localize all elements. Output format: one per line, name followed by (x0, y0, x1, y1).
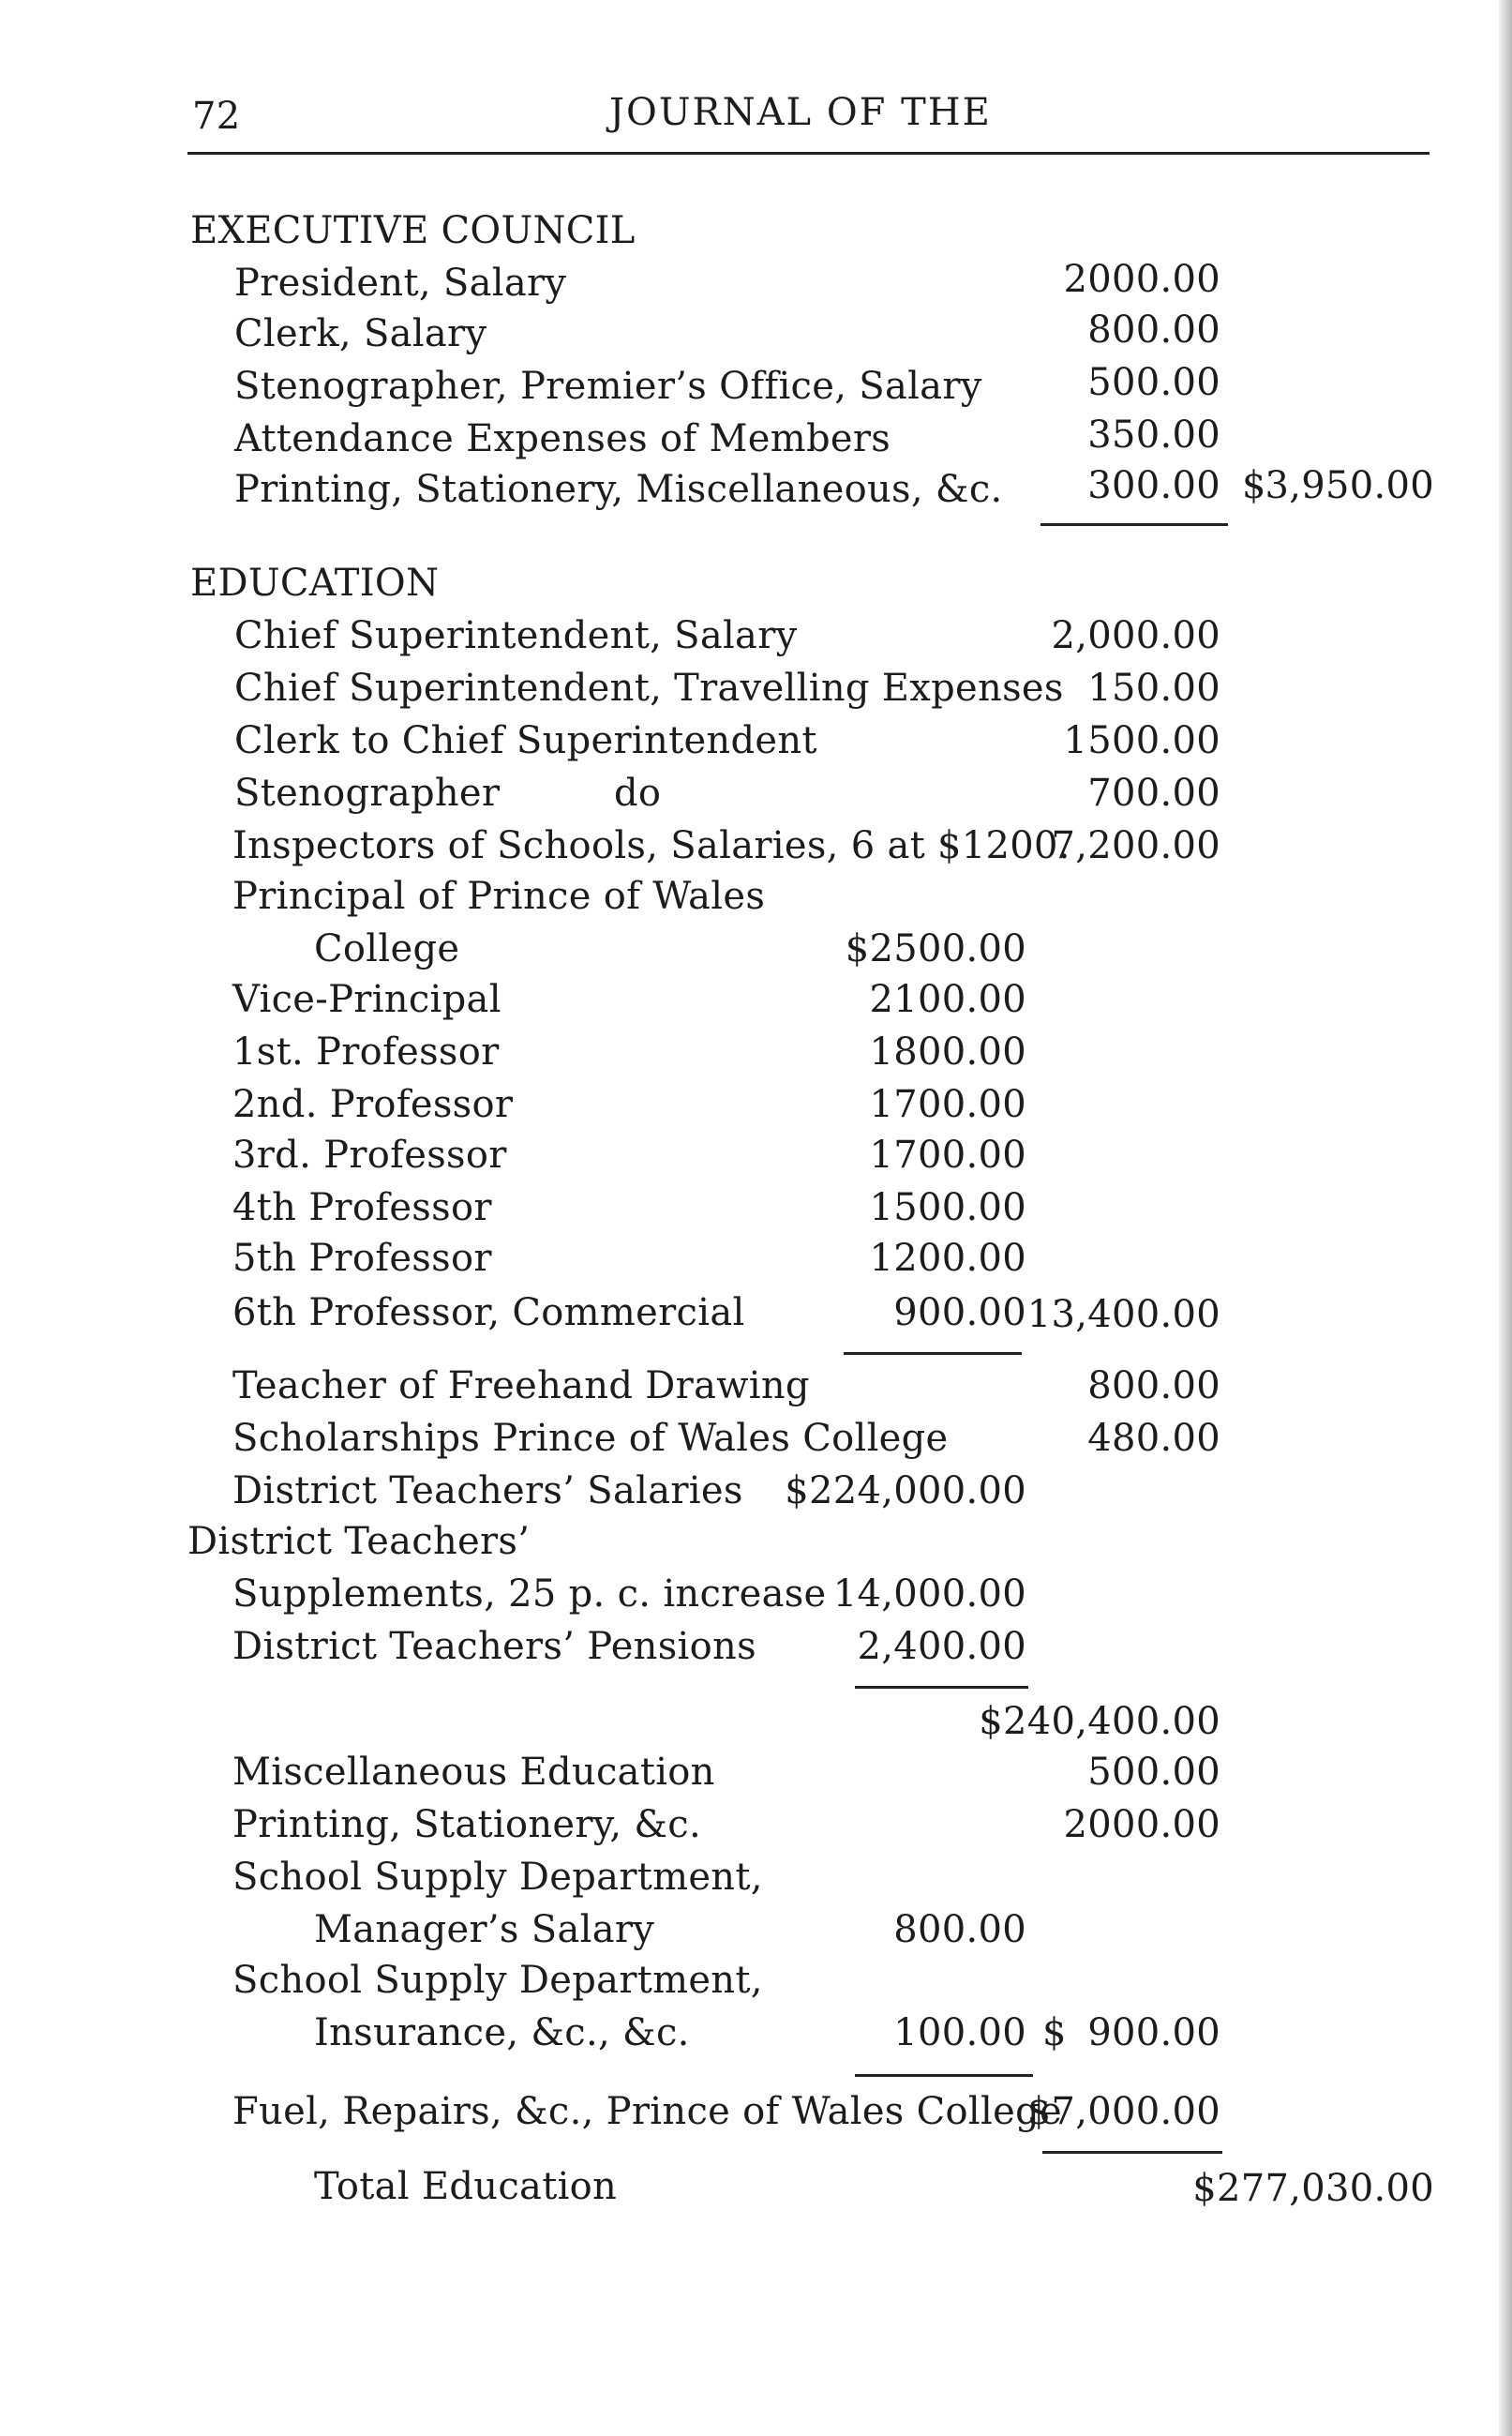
line-item-label: Fuel, Repairs, &c., Prince of Wales College (232, 2090, 1062, 2133)
ditto-mark: do (614, 772, 662, 815)
line-item-amount: 500.00 (1087, 1751, 1220, 1794)
line-item-label: Teacher of Freehand Drawing (232, 1364, 810, 1407)
line-item-label: Printing, Stationery, &c. (232, 1803, 702, 1846)
line-item-amount: 500.00 (1087, 361, 1220, 404)
line-item-label: Stenographer (234, 772, 501, 815)
subtotal-rule (855, 2074, 1033, 2077)
executive-council-total: 3,950.00 (1265, 464, 1434, 507)
staff-amount: 900.00 (893, 1291, 1026, 1334)
line-item-label: Clerk to Chief Superintendent (234, 719, 817, 762)
line-item-amount: 2000.00 (1063, 1803, 1220, 1846)
line-item-amount: 2,400.00 (857, 1625, 1026, 1668)
line-item-label: College (314, 927, 460, 970)
line-item-amount: $224,000.00 (785, 1469, 1026, 1512)
line-item-label: Chief Superintendent, Travelling Expenses (234, 667, 1064, 710)
section-heading-education: EDUCATION (190, 562, 440, 605)
line-item-label: Principal of Prince of Wales (232, 875, 766, 918)
line-item-label: District Teachers’ Salaries (232, 1469, 743, 1512)
subtotal-rule (1042, 2151, 1222, 2154)
staff-label: 2nd. Professor (232, 1083, 514, 1126)
subtotal-rule (855, 1686, 1028, 1689)
header-rule (187, 152, 1430, 155)
page-number: 72 (192, 95, 241, 138)
staff-amount: 1700.00 (869, 1083, 1026, 1126)
page-edge-shadow (1499, 0, 1512, 2436)
line-item-amount: 350.00 (1087, 414, 1220, 457)
total-currency-symbol: $ (1242, 464, 1266, 507)
subtotal-rule (1040, 523, 1228, 526)
line-item-label: President, Salary (234, 262, 567, 305)
line-item-label: School Supply Department, (232, 1856, 763, 1899)
staff-label: 1st. Professor (232, 1030, 500, 1074)
staff-label: Vice-Principal (232, 978, 502, 1021)
line-item-label: Printing, Stationery, Miscellaneous, &c. (234, 468, 1003, 511)
staff-amount: 1500.00 (869, 1186, 1026, 1229)
staff-amount: 1200.00 (869, 1237, 1026, 1280)
line-item-label: School Supply Department, (232, 1959, 763, 2002)
staff-label: 3rd. Professor (232, 1134, 507, 1177)
line-item-label: Insurance, &c., &c. (314, 2011, 690, 2054)
line-item-amount: 1500.00 (1063, 719, 1220, 762)
school-supply-subtotal: 900.00 (1087, 2011, 1220, 2054)
line-item-label: Supplements, 25 p. c. increase (232, 1572, 827, 1616)
staff-amount: 1700.00 (869, 1134, 1026, 1177)
staff-amount: 2100.00 (869, 978, 1026, 1021)
running-title: JOURNAL OF THE (609, 91, 992, 134)
line-item-amount: 800.00 (893, 1908, 1026, 1951)
staff-label: 4th Professor (232, 1186, 492, 1229)
staff-label: 6th Professor, Commercial (232, 1291, 745, 1334)
staff-amount: 1800.00 (869, 1030, 1026, 1074)
total-label: Total Education (314, 2165, 618, 2208)
line-item-label: Attendance Expenses of Members (234, 417, 891, 460)
line-item-amount: 480.00 (1087, 1417, 1220, 1460)
line-item-amount: 300.00 (1087, 464, 1220, 507)
section-heading-executive-council: EXECUTIVE COUNCIL (190, 209, 636, 252)
line-item-amount: 7,200.00 (1051, 824, 1220, 867)
line-item-amount: 100.00 (893, 2011, 1026, 2054)
line-item-amount: $7,000.00 (1026, 2090, 1220, 2133)
line-item-label: Scholarships Prince of Wales College (232, 1417, 949, 1460)
college-staff-subtotal: 13,400.00 (1026, 1293, 1220, 1336)
line-item-amount: 800.00 (1087, 1364, 1220, 1407)
education-grand-total: $277,030.00 (1192, 2167, 1434, 2210)
line-item-label: Chief Superintendent, Salary (234, 614, 798, 657)
line-item-label: Stenographer, Premier’s Office, Salary (234, 365, 982, 408)
subtotal-rule (844, 1352, 1022, 1355)
line-item-amount: 2000.00 (1063, 258, 1220, 301)
line-item-label: Inspectors of Schools, Salaries, 6 at $1200. (232, 824, 1070, 867)
line-item-amount: 150.00 (1087, 667, 1220, 710)
district-subtotal: $240,400.00 (979, 1700, 1220, 1743)
line-item-label: Miscellaneous Education (232, 1751, 715, 1794)
line-item-label: District Teachers’ Pensions (232, 1625, 756, 1668)
line-item-amount: 14,000.00 (832, 1572, 1026, 1616)
line-item-amount: 700.00 (1087, 772, 1220, 815)
subtotal-currency-symbol: $ (1042, 2011, 1067, 2054)
line-item-label: District Teachers’ (187, 1520, 531, 1563)
line-item-label: Clerk, Salary (234, 312, 487, 355)
line-item-amount: 800.00 (1087, 308, 1220, 352)
staff-amount: $2500.00 (845, 927, 1026, 970)
staff-label: 5th Professor (232, 1237, 492, 1280)
line-item-amount: 2,000.00 (1051, 614, 1220, 657)
line-item-label: Manager’s Salary (314, 1908, 655, 1951)
